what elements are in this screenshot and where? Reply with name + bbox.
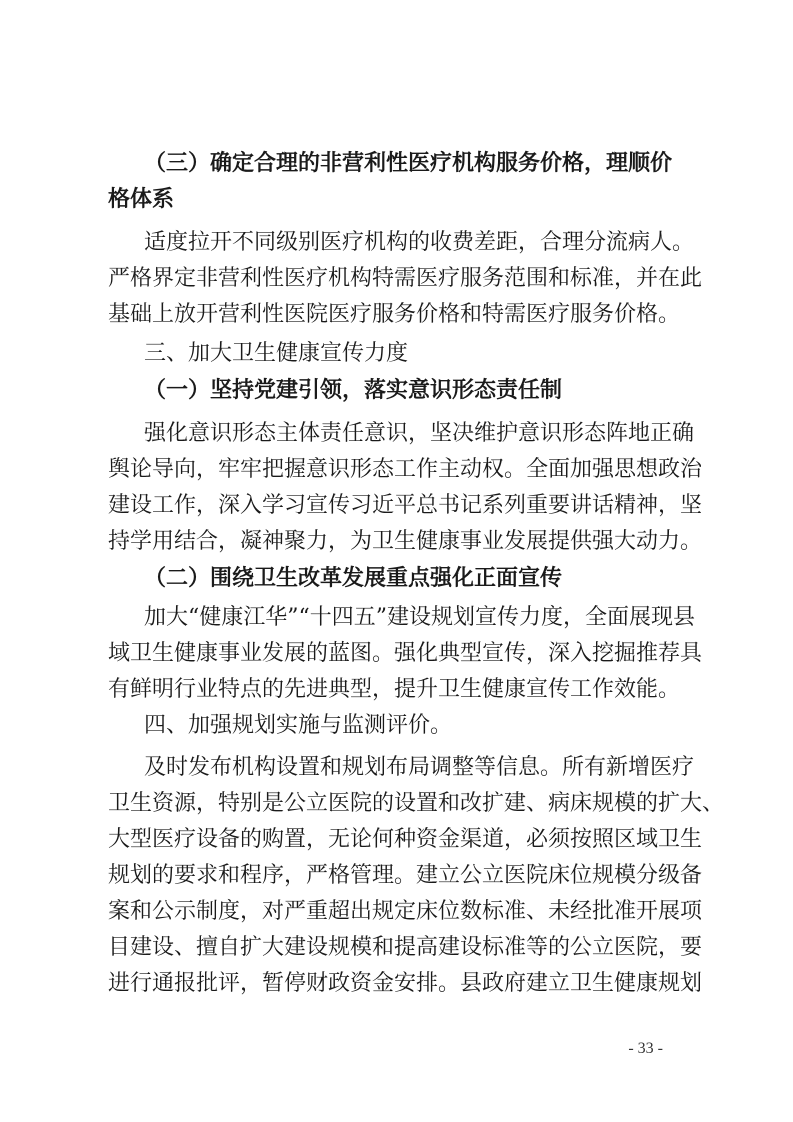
paragraph-line: 舆论导向，牢牢把握意识形态工作主动权。全面加强思想政治 [108,457,703,482]
paragraph-line: 适度拉开不同级别医疗机构的收费差距，合理分流病人。 [144,230,695,255]
paragraph-line: 案和公示制度，对严重超出规定床位数标准、未经批准开展项 [108,899,703,924]
page-number: - 33 - [628,1040,663,1057]
section-heading-4: 四、加强规划实施与监测评价。 [144,713,453,738]
paragraph-line: 加大“健康江华”“十四五”建设规划宣传力度，全面展现县 [144,605,695,630]
paragraph-line: 建设工作，深入学习宣传习近平总书记系列重要讲话精神，坚 [108,493,703,518]
paragraph-line: 基础上放开营利性医院医疗服务价格和特需医疗服务价格。 [108,302,681,327]
subheading-3-line-2: 格体系 [108,186,175,212]
subheading-1: （一）坚持党建引领，落实意识形态责任制 [144,377,563,403]
section-heading-3: 三、加大卫生健康宣传力度 [144,341,409,366]
paragraph-line: 域卫生健康事业发展的蓝图。强化典型宣传，深入挖掘推荐具 [108,641,703,666]
subheading-3-line-1: （三）确定合理的非营利性医疗机构服务价格，理顺价 [144,150,673,176]
paragraph-line: 严格界定非营利性医疗机构特需医疗服务范围和标准，并在此 [108,266,703,291]
paragraph-line: 进行通报批评，暂停财政资金安排。县政府建立卫生健康规划 [108,971,703,996]
paragraph-line: 强化意识形态主体责任意识，坚决维护意识形态阵地正确 [144,421,695,446]
paragraph-line: 规划的要求和程序，严格管理。建立公立医院床位规模分级备 [108,863,703,888]
paragraph-line: 及时发布机构设置和规划布局调整等信息。所有新增医疗 [144,755,695,780]
paragraph-line: 大型医疗设备的购置，无论何种资金渠道，必须按照区域卫生 [108,827,703,852]
paragraph-line: 持学用结合，凝神聚力，为卫生健康事业发展提供强大动力。 [108,529,703,554]
paragraph-line: 卫生资源，特别是公立医院的设置和改扩建、病床规模的扩大、 [108,791,725,816]
subheading-2: （二）围绕卫生改革发展重点强化正面宣传 [144,565,563,591]
paragraph-line: 有鲜明行业特点的先进典型，提升卫生健康宣传工作效能。 [108,677,681,702]
paragraph-line: 目建设、擅自扩大建设规模和提高建设标准等的公立医院，要 [108,935,703,960]
